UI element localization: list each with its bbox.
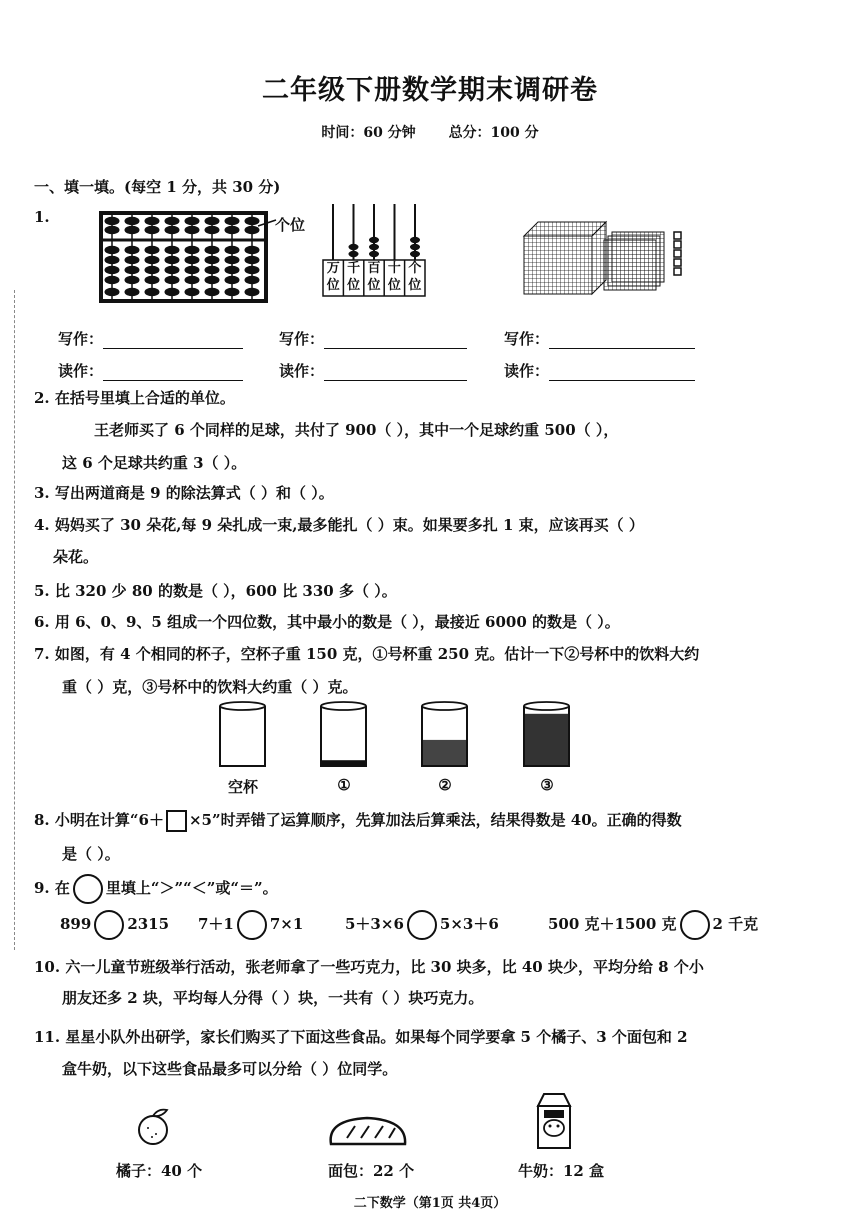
counter-bead	[369, 237, 379, 243]
q5-text: 5. 比 320 少 80 的数是（ ），600 比 330 多（ ）。	[34, 582, 397, 600]
cup-label: 空杯	[227, 778, 258, 796]
compare-circle	[73, 874, 103, 904]
binding-margin	[0, 290, 15, 950]
abacus-bead	[105, 276, 120, 284]
abacus-bead	[185, 266, 200, 274]
abacus-bead	[245, 266, 260, 274]
q3-text: 3. 写出两道商是 9 的除法算式（ ）和（ ）。	[34, 484, 334, 502]
food-label: 牛奶：12 盒	[518, 1162, 605, 1180]
abacus-bead	[105, 266, 120, 274]
q4-line2: 朵花。	[53, 548, 99, 566]
abacus-bead	[105, 288, 120, 296]
answer-line[interactable]	[103, 364, 243, 381]
counter-bead	[349, 251, 359, 257]
abacus-bead	[225, 288, 240, 296]
q2-line2: 王老师买了 6 个同样的足球，共付了 900（ ），其中一个足球约重 500（ ），	[94, 421, 619, 439]
abacus-bead	[165, 266, 180, 274]
answer-line[interactable]	[549, 364, 695, 381]
abacus-bead	[145, 276, 160, 284]
abacus-bead	[165, 256, 180, 264]
q11-line1: 11. 星星小队外出研学，家长们购买了下面这些食品。如果每个同学要拿 5 个橘子、3 个面包和 2	[34, 1028, 688, 1046]
abacus-bead	[225, 266, 240, 274]
page-footer: 二下数学（第1页 共4页）	[353, 1196, 507, 1211]
orange-icon	[134, 1104, 174, 1146]
place-label: 千 位	[347, 261, 361, 293]
counter-bead	[369, 244, 379, 250]
abacus-bead	[125, 226, 140, 234]
abacus-bead	[245, 256, 260, 264]
abacus-bead	[225, 246, 240, 254]
compare-circle[interactable]	[680, 910, 710, 940]
abacus-bead	[105, 226, 120, 234]
unit-cube	[674, 268, 681, 275]
abacus-bead	[245, 217, 260, 225]
unit-cube	[674, 250, 681, 257]
compare-item: 5＋3×6 5×3＋6	[345, 910, 499, 940]
answer-line[interactable]	[103, 332, 243, 349]
abacus-bead	[125, 266, 140, 274]
abacus-bead	[245, 276, 260, 284]
abacus-bead	[165, 217, 180, 225]
abacus-bead	[125, 246, 140, 254]
abacus-bead	[125, 276, 140, 284]
milk-carton-icon	[532, 1090, 574, 1152]
compare-item: 500 克＋1500 克 2 千克	[548, 910, 758, 940]
place-label: 个 位	[408, 261, 422, 293]
abacus-bead	[125, 288, 140, 296]
food-label: 面包：22 个	[328, 1162, 415, 1180]
abacus-bead	[225, 276, 240, 284]
abacus-bead	[225, 217, 240, 225]
answer-box[interactable]	[166, 810, 187, 832]
exam-time: 时间：60 分钟	[321, 125, 416, 141]
abacus-bead	[185, 276, 200, 284]
compare-circle[interactable]	[94, 910, 124, 940]
counter-bead	[349, 244, 359, 250]
answer-line[interactable]	[324, 364, 467, 381]
food-label: 橘子：40 个	[116, 1162, 203, 1180]
cup	[522, 700, 572, 770]
counter-bead	[369, 251, 379, 257]
section-heading: 一、填一填。(每空 1 分，共 30 分)	[34, 178, 281, 196]
abacus-bead	[205, 256, 220, 264]
q9-line1: 9. 在 里填上“＞”“＜”或“＝”。	[34, 874, 278, 904]
base-ten-blocks	[520, 214, 690, 296]
abacus-bead	[225, 226, 240, 234]
abacus-bead	[205, 266, 220, 274]
abacus-bead	[145, 256, 160, 264]
q8-line1: 8. 小明在计算“6＋ ×5”时弄错了运算顺序，先算加法后算乘法，结果得数是 40。正确的得数	[34, 809, 682, 832]
q7-line2: 重（ ）克，③号杯中的饮料大约重（ ）克。	[62, 678, 358, 696]
write-field: 写作：	[279, 328, 467, 349]
abacus-bead	[185, 288, 200, 296]
place-label: 万 位	[326, 261, 340, 293]
place-label: 十 位	[387, 261, 401, 293]
bread-icon	[325, 1114, 411, 1150]
counter-bead	[410, 244, 420, 250]
cup-label: ③	[540, 776, 554, 794]
abacus-bead	[125, 217, 140, 225]
q6-text: 6. 用 6、0、9、5 组成一个四位数，其中最小的数是（ ），最接近 6000 的数是（ ）。	[34, 613, 620, 631]
abacus-bead	[245, 246, 260, 254]
unit-cube	[674, 241, 681, 248]
abacus-bead	[205, 288, 220, 296]
abacus-bead	[165, 288, 180, 296]
abacus-bead	[185, 217, 200, 225]
unit-cube	[674, 232, 681, 239]
counter-bead	[410, 251, 420, 257]
compare-item: 7＋1 7×1	[198, 910, 303, 940]
cup-liquid	[423, 740, 466, 766]
read-field: 读作：	[58, 360, 243, 381]
answer-line[interactable]	[324, 332, 467, 349]
abacus-ones-label: 个位	[275, 216, 306, 234]
abacus-bead	[145, 266, 160, 274]
abacus-bead	[145, 226, 160, 234]
abacus-bead	[205, 226, 220, 234]
read-field: 读作：	[504, 360, 695, 381]
cup	[420, 700, 470, 770]
q7-line1: 7. 如图，有 4 个相同的杯子，空杯子重 150 克，①号杯重 250 克。估计一下②号杯中的饮料大约	[34, 645, 700, 663]
q2-line3: 这 6 个足球共约重 3（ ）。	[62, 454, 247, 472]
compare-circle[interactable]	[407, 910, 437, 940]
read-field: 读作：	[279, 360, 467, 381]
abacus-bead	[105, 217, 120, 225]
compare-circle[interactable]	[237, 910, 267, 940]
abacus-bead	[245, 288, 260, 296]
write-field: 写作：	[58, 328, 243, 349]
cup	[218, 700, 268, 770]
page-title: 二年级下册数学期末调研卷	[262, 75, 598, 106]
q10-line1: 10. 六一儿童节班级举行活动，张老师拿了一些巧克力，比 30 块多，比 40 块少，平均分给 8 个小	[34, 958, 704, 976]
q1-number: 1.	[34, 208, 50, 226]
cup-label: ②	[438, 776, 452, 794]
q4-line1: 4. 妈妈买了 30 朵花,每 9 朵扎成一束,最多能扎（ ）束。如果要多扎 1 束，应该再买（ ）	[34, 516, 644, 534]
abacus-bead	[165, 276, 180, 284]
cup	[319, 700, 369, 770]
q8-line2: 是（ ）。	[62, 845, 120, 863]
q2-line1: 2. 在括号里填上合适的单位。	[34, 389, 235, 407]
place-label: 百 位	[367, 261, 381, 293]
abacus-bead	[205, 246, 220, 254]
unit-cube	[674, 259, 681, 266]
abacus-bead	[185, 226, 200, 234]
exam-meta	[0, 122, 860, 142]
abacus-bead	[145, 288, 160, 296]
abacus-bead	[185, 246, 200, 254]
abacus-bead	[165, 246, 180, 254]
abacus-bead	[185, 256, 200, 264]
answer-line[interactable]	[549, 332, 695, 349]
q10-line2: 朋友还多 2 块，平均每人分得（ ）块，一共有（ ）块巧克力。	[62, 989, 484, 1007]
abacus-bead	[245, 226, 260, 234]
abacus-bead	[225, 256, 240, 264]
cup-label: ①	[337, 776, 351, 794]
abacus-bead	[145, 217, 160, 225]
counter-place-labels	[323, 260, 425, 296]
abacus-bead	[205, 217, 220, 225]
abacus-bead	[105, 256, 120, 264]
compare-item: 899 2315	[60, 910, 169, 940]
abacus-bead	[125, 256, 140, 264]
abacus-bead	[165, 226, 180, 234]
counter-bead	[410, 237, 420, 243]
abacus-bead	[105, 246, 120, 254]
abacus-bead	[205, 276, 220, 284]
write-field: 写作：	[504, 328, 695, 349]
abacus-bead	[145, 246, 160, 254]
cup-liquid	[525, 714, 568, 766]
q11-line2: 盒牛奶，以下这些食品最多可以分给（ ）位同学。	[62, 1060, 398, 1078]
exam-score: 总分：100 分	[448, 125, 539, 141]
